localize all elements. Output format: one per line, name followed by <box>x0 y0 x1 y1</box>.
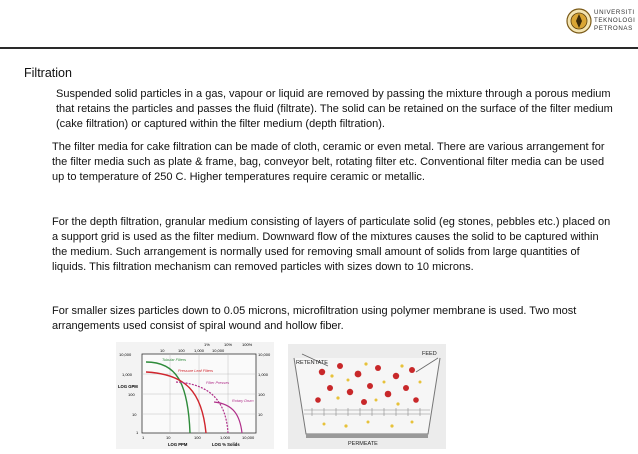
y-tick-5: 1 <box>136 430 139 435</box>
top-tick-1: 1% <box>204 342 210 347</box>
utp-logo <box>566 6 636 36</box>
filter-selection-chart <box>116 342 274 449</box>
top-tick-3: 100% <box>242 342 253 347</box>
paragraph-cake-filtration: The filter media for cake filtration can be made of cloth, ceramic or even metal. There are various arrangement for the filter media such as plate & frame, bag, conveyor belt, rotating filter etc. Conventional filter media can be used up to temperature of 250 C. Higher temperatures require ceramic or metallic. <box>52 141 605 183</box>
header-divider <box>0 47 638 49</box>
bottom-tick-5: 10,000 <box>242 435 255 440</box>
y-tick-3: 100 <box>128 392 135 397</box>
right-tick-2: 1,000 <box>258 372 269 377</box>
label-tubular-filters: Tubular Filters <box>162 358 186 362</box>
top-scale-4: 10,000 <box>212 348 225 353</box>
top-scale-1: 10 <box>160 348 165 353</box>
intro-paragraph: Suspended solid particles in a gas, vapour or liquid are removed by passing the mixture through a porous medium that retains the particles and passes the fluid (filtrate). The solid can be retained on the surface of the filter medium (cake filtration) or captured within the filter medium (depth filtration). <box>56 88 613 130</box>
right-tick-3: 100 <box>258 392 265 397</box>
bottom-tick-3: 100 <box>194 435 201 440</box>
y-axis-label: LOG GPM <box>118 384 138 389</box>
bottom-tick-4: 1,000 <box>220 435 231 440</box>
x-label-left: LOG PPM <box>168 442 188 447</box>
y-tick-2: 1,000 <box>122 372 133 377</box>
logo-line-1: UNIVERSITI <box>594 9 635 16</box>
logo-text <box>594 9 636 33</box>
university-crest-icon <box>566 7 592 35</box>
logo-line-2: TEKNOLOGI <box>594 17 636 24</box>
label-pressure-leaf: Pressure Leaf Filters <box>178 369 214 373</box>
right-tick-1: 10,000 <box>258 352 271 357</box>
label-rotary-drum: Rotary Drum <box>232 399 254 403</box>
top-scale-2: 100 <box>178 348 185 353</box>
y-tick-4: 10 <box>132 412 137 417</box>
label-filter-presses: Filter Presses <box>206 381 230 385</box>
slide-title: Filtration <box>24 66 72 80</box>
top-tick-2: 10% <box>224 342 233 347</box>
paragraph-microfiltration: For smaller sizes particles down to 0.05 microns, microfiltration using polymer membrane is used. Two most arrangements used consist of spiral wound and hollow fiber. <box>52 305 577 332</box>
bottom-tick-1: 1 <box>142 435 145 440</box>
top-scale-3: 1,000 <box>194 348 205 353</box>
x-label-right: LOG % Solids <box>212 442 240 447</box>
bottom-tick-2: 10 <box>166 435 171 440</box>
permeate-label: PERMEATE <box>348 441 378 447</box>
paragraph-depth-filtration: For the depth filtration, granular medium consisting of layers of particulate solid (eg stones, pebbles etc.) placed on a support grid is used as the filter medium. Downward flow of the mixtures causes the solid to be captured within the medium. Such arrangement is normally used for removing small amount of solids from large quantities of liquids. This filtration mechanism can removed particles with sizes down to 10 microns. <box>52 216 611 273</box>
logo-line-3: PETRONAS <box>594 25 633 32</box>
retentate-label: RETENTATE <box>296 360 328 366</box>
feed-label: FEED <box>422 351 437 357</box>
right-tick-4: 10 <box>258 412 263 417</box>
membrane-filtration-diagram <box>288 344 446 449</box>
y-tick-1: 10,000 <box>119 352 132 357</box>
